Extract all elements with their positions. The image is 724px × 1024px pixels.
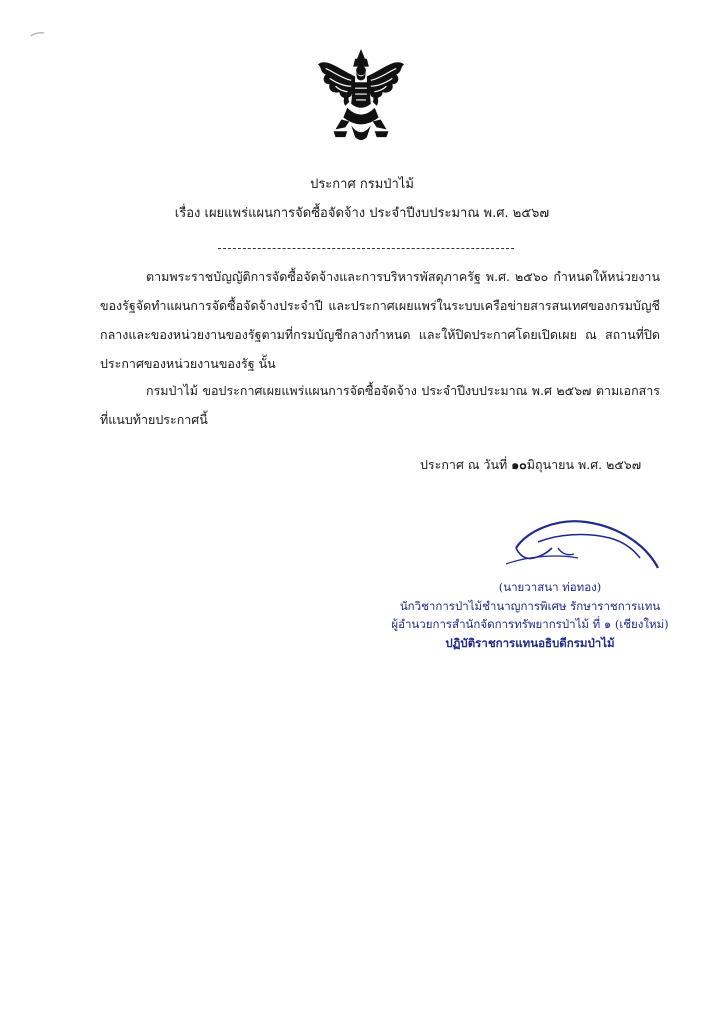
signer-position-3: ปฏิบัติราชการแทนอธิบดีกรมป่าไม้ xyxy=(445,635,615,650)
announcement-subject: เรื่อง เผยแพร่แผนการจัดซื้อจัดจ้าง ประจำปีงบประมาณ พ.ศ. ๒๕๖๗ xyxy=(174,206,550,221)
date-month-year: มิถุนายน พ.ศ. ๒๕๖๗ xyxy=(526,457,642,472)
signer-position-1: นักวิชาการป่าไม้ชำนาญการพิเศษ รักษาราชการแทน xyxy=(399,598,661,613)
signature-block xyxy=(380,578,680,652)
announcement-title: ประกาศ กรมป่าไม้ xyxy=(310,177,414,192)
handwritten-signature xyxy=(498,508,668,578)
scan-mark xyxy=(30,30,46,38)
date-prefix: ประกาศ ณ วันที่ xyxy=(420,457,508,472)
body-paragraph-2: กรมป่าไม้ ขอประกาศเผยแพร่แผนการจัดซื้อจัดจ้าง ประจำปีงบประมาณ พ.ศ ๒๕๖๗ ตามเอกสารที่แนบท้ายประกาศนี้ xyxy=(100,383,660,427)
garuda-emblem-icon xyxy=(312,46,410,146)
announcement-date xyxy=(420,456,680,474)
dashed-divider xyxy=(218,248,514,249)
date-day: ๑๐ xyxy=(511,457,527,472)
signer-position-2: ผู้อำนวยการสำนักจัดการทรัพยากรป่าไม้ ที่ ๑ (เชียงใหม่) xyxy=(391,617,669,631)
signer-name: (นายวาสนา ท่อทอง) xyxy=(498,580,602,594)
body-paragraph-1: ตามพระราชบัญญัติการจัดซื้อจัดจ้างและการบริหารพัสดุภาครัฐ พ.ศ. ๒๕๖๐ กำหนดให้หน่วยงานของรัฐจัดทำแผนการจัดซื้อจัดจ้างประจำปี และประกาศเผยแพร่ในระบบเครือข่ายสารสนเทศของกรมบัญชีกลางและของหน่วยงานของรัฐตามที่กรมบัญชีกลางกำหนด และให้ปิดประกาศโดยเปิดเผย ณ สถานที่ปิดประกาศของหน่วยงานของรัฐ นั้น xyxy=(100,269,660,371)
